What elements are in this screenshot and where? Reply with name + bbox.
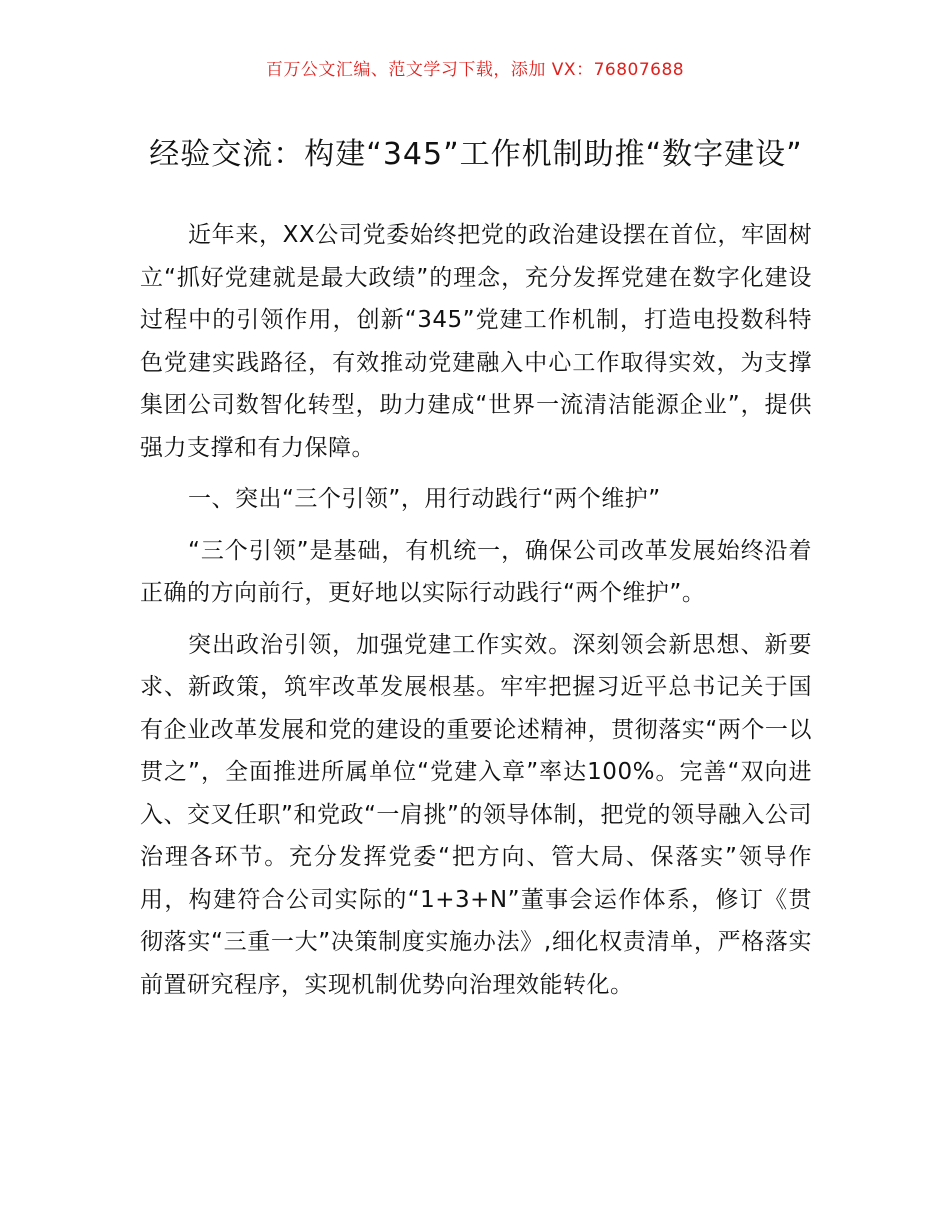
section-heading-1: 一、突出“三个引领”，用行动践行“两个维护” xyxy=(188,486,661,512)
page-title: 经验交流：构建“345”工作机制助推“数字建设” xyxy=(149,137,803,173)
header-banner: 百万公文汇编、范文学习下载，添加 VX：76807688 xyxy=(265,60,685,80)
paragraph-political-leadership: 突出政治引领，加强党建工作实效。深刻领会新思想、新要求、新政策，筑牢改革发展根基。牢牢把握习近平总书记关于国有企业改革发展和党的建设的重要论述精神，贯彻落实“两个一以贯之”，全面推进所属单位“党建入章”率达100%。完善“双向进入、交叉任职”和党政“一肩挑”的领导体制，把党的领导融入公司治理各环节。充分发挥党委“把方向、管大局、保落实”领导作用，构建符合公司实际的“1+3+N”董事会运作体系，修订《贯彻落实“三重一大”决策制度实施办法》,细化权责清单，严格落实前置研究程序，实现机制优势向治理效能转化。 xyxy=(140,631,812,998)
document-body xyxy=(140,214,812,1015)
paragraph-intro: 近年来，XX公司党委始终把党的政治建设摆在首位，牢固树立“抓好党建就是最大政绩”的理念，充分发挥党建在数字化建设过程中的引领作用，创新“345”党建工作机制，打造电投数科特色党建实践路径，有效推动党建融入中心工作取得实效，为支撑集团公司数智化转型，助力建成“世界一流清洁能源企业”，提供强力支撑和有力保障。 xyxy=(140,222,812,461)
paragraph-section-1-summary: “三个引领”是基础，有机统一，确保公司改革发展始终沿着正确的方向前行，更好地以实际行动践行“两个维护”。 xyxy=(140,537,812,606)
